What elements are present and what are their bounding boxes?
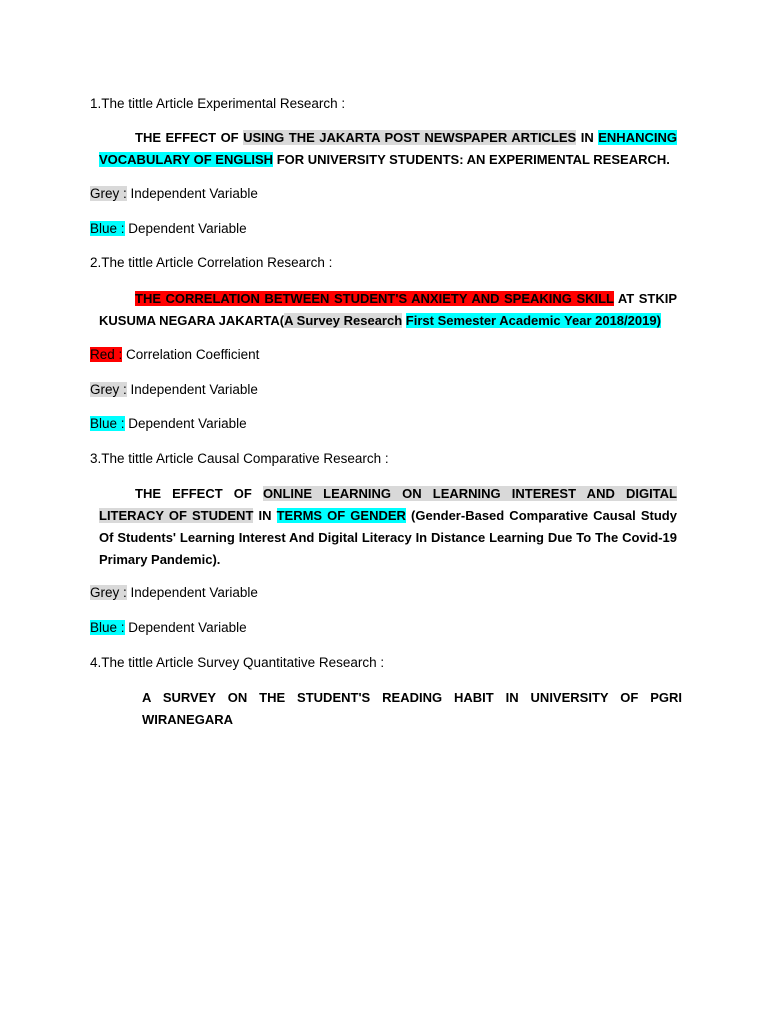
legend-key-blue: Blue :: [90, 416, 125, 431]
independent-variable-highlight: A Survey Research: [284, 313, 403, 328]
legend-value: Dependent Variable: [124, 620, 247, 635]
legend-blue: [90, 220, 247, 238]
title-correlation: [99, 288, 677, 332]
heading-survey-quantitative: 4.The tittle Article Survey Quantitative Research :: [90, 655, 385, 670]
title-text: AT STKIP KUSUMA NEGARA JAKARTA(: [99, 291, 677, 328]
legend-key-blue: Blue :: [90, 620, 125, 635]
legend-value: Dependent Variable: [124, 416, 247, 431]
title-causal-comparative: [99, 483, 677, 571]
title-text: THE EFFECT OF: [135, 486, 263, 501]
dependent-variable-highlight: ENHANCING VOCABULARY OF ENGLISH: [99, 130, 677, 167]
heading-experimental: 1.The tittle Article Experimental Research :: [90, 96, 346, 111]
dependent-variable-highlight: TERMS OF GENDER: [276, 508, 406, 523]
legend-key-blue: Blue :: [90, 221, 125, 236]
independent-variable-highlight: ONLINE LEARNING ON LEARNING INTEREST AND DIGITAL LITERACY OF STUDENT: [99, 486, 677, 523]
legend-blue: [90, 415, 247, 433]
legend-grey: [90, 185, 258, 203]
legend-grey: [90, 584, 258, 602]
title-text: IN: [576, 130, 599, 145]
legend-key-grey: Grey :: [90, 186, 127, 201]
title-text: IN: [253, 508, 277, 523]
legend-value: Independent Variable: [126, 585, 258, 600]
legend-value: Correlation Coefficient: [122, 347, 260, 362]
heading-correlation: 2.The tittle Article Correlation Research :: [90, 255, 333, 270]
heading-causal-comparative: 3.The tittle Article Causal Comparative Research :: [90, 451, 389, 466]
title-text: THE EFFECT OF: [135, 130, 244, 145]
legend-key-grey: Grey :: [90, 585, 127, 600]
title-experimental: [99, 127, 677, 171]
legend-grey: [90, 381, 258, 399]
title-survey: A SURVEY ON THE STUDENT'S READING HABIT IN UNIVERSITY OF PGRI WIRANEGARA: [142, 690, 682, 727]
dependent-variable-highlight: First Semester Academic Year 2018/2019): [405, 313, 661, 328]
legend-key-grey: Grey :: [90, 382, 127, 397]
legend-red: [90, 346, 259, 364]
title-text: (Gender-Based Comparative Causal Study Of Students' Learning Interest And Digital Literacy In Distance Learning Due To The Covid-19 Primary Pandemic).: [99, 508, 677, 567]
legend-value: Independent Variable: [126, 186, 258, 201]
legend-key-red: Red :: [90, 347, 123, 362]
legend-value: Dependent Variable: [124, 221, 247, 236]
legend-blue: [90, 619, 247, 637]
correlation-highlight: THE CORRELATION BETWEEN STUDENT'S ANXIETY AND SPEAKING SKILL: [135, 291, 614, 306]
title-text: FOR UNIVERSITY STUDENTS: AN EXPERIMENTAL RESEARCH.: [273, 152, 670, 167]
independent-variable-highlight: USING THE JAKARTA POST NEWSPAPER ARTICLES: [243, 130, 577, 145]
legend-value: Independent Variable: [126, 382, 258, 397]
